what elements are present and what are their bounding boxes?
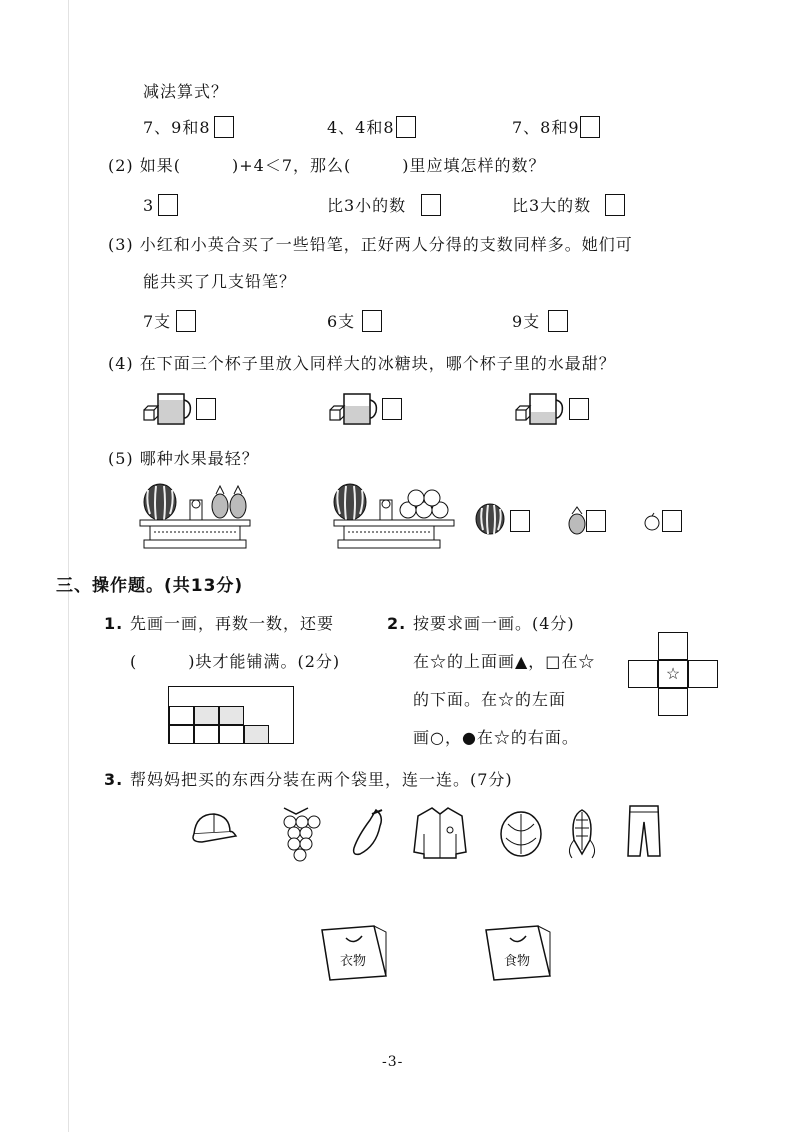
op1-number: 1.	[104, 614, 124, 633]
cross-grid	[628, 632, 718, 716]
q3-line1: (3) 小红和小英合买了一些铅笔，正好两人分得的支数同样多。她们可	[108, 235, 633, 254]
bag-label-food: 食物	[504, 954, 531, 969]
q4-text: (4) 在下面三个杯子里放入同样大的冰糖块，哪个杯子里的水最甜？	[108, 354, 616, 373]
apple-icon	[642, 512, 662, 532]
corn-icon[interactable]	[564, 806, 600, 860]
cup-icon-1	[142, 390, 192, 428]
answer-box-q5-c[interactable]	[662, 510, 682, 532]
op2-line4: 画○，●在☆的右面。	[413, 728, 579, 747]
answer-box-q1-c[interactable]	[580, 116, 600, 138]
answer-box-q2-b[interactable]	[421, 194, 441, 216]
answer-box-q4-b[interactable]	[382, 398, 402, 420]
cell-right[interactable]	[688, 660, 718, 688]
q2-text: (2) 如果( )+4＜7，那么( )里应填怎样的数？	[108, 156, 546, 175]
pineapple-icon	[212, 494, 228, 518]
answer-box-q5-b[interactable]	[586, 510, 606, 532]
q5-text: (5) 哪种水果最轻？	[108, 449, 259, 468]
cell-star: ☆	[658, 660, 688, 688]
q2-option-a: 3	[143, 196, 155, 215]
op3-text: 帮妈妈把买的东西分装在两个袋里，连一连。(7分)	[130, 770, 513, 789]
q3-option-b: 6支	[327, 312, 356, 331]
answer-box-q1-b[interactable]	[396, 116, 416, 138]
watermelon-icon	[334, 484, 366, 520]
answer-box-q5-a[interactable]	[510, 510, 530, 532]
q1-option-c: 7、8和9	[512, 118, 580, 137]
cabbage-icon[interactable]	[498, 808, 544, 858]
answer-box-q3-b[interactable]	[362, 310, 382, 332]
op3-number: 3.	[104, 770, 124, 789]
water-level	[531, 412, 555, 423]
jacket-icon[interactable]	[412, 804, 468, 862]
cell-bottom[interactable]	[658, 688, 688, 716]
pineapple-icon	[566, 506, 588, 536]
cell-left[interactable]	[628, 660, 658, 688]
apple-icon	[408, 490, 424, 506]
eggplant-icon[interactable]	[350, 806, 390, 860]
answer-box-q4-a[interactable]	[196, 398, 216, 420]
bag-label-clothes: 衣物	[340, 954, 367, 969]
apple-icon	[424, 490, 440, 506]
section3-title: 三、操作题。(共13分)	[56, 576, 244, 596]
food-bag[interactable]	[482, 922, 554, 984]
scale-icon-1	[130, 482, 260, 552]
tile-grid	[168, 686, 294, 744]
answer-box-q4-c[interactable]	[569, 398, 589, 420]
clothes-bag[interactable]	[318, 922, 390, 984]
scale-icon-2	[330, 482, 460, 552]
op1-line2: ( )块才能铺满。(2分)	[130, 652, 341, 671]
answer-box-q3-c[interactable]	[548, 310, 568, 332]
q1-tail-text: 减法算式？	[143, 82, 229, 101]
op2-number: 2.	[387, 614, 407, 633]
page-number: -3-	[382, 1054, 404, 1070]
cube-icon	[144, 410, 154, 420]
pineapple-icon	[230, 494, 246, 518]
grapes-icon[interactable]	[278, 804, 322, 862]
answer-box-q2-a[interactable]	[158, 194, 178, 216]
water-level	[159, 400, 183, 423]
op2-line2: 在☆的上面画▲，□在☆	[413, 652, 596, 671]
q3-option-a: 7支	[143, 312, 172, 331]
cell-top[interactable]	[658, 632, 688, 660]
op1-line1: 先画一画，再数一数，还要	[130, 614, 335, 633]
answer-box-q3-a[interactable]	[176, 310, 196, 332]
cup-icon-2	[328, 390, 378, 428]
water-level	[345, 406, 369, 423]
op2-line1: 按要求画一画。(4分)	[413, 614, 575, 633]
watermelon-icon	[474, 502, 508, 536]
q3-option-c: 9支	[512, 312, 541, 331]
pants-icon[interactable]	[624, 802, 664, 860]
watermelon-icon	[144, 484, 176, 520]
cube-icon	[330, 410, 340, 420]
answer-box-q2-c[interactable]	[605, 194, 625, 216]
cup-icon-3	[514, 390, 564, 428]
q2-option-b: 比3小的数	[327, 196, 407, 215]
answer-box-q1-a[interactable]	[214, 116, 234, 138]
q1-option-a: 7、9和8	[143, 118, 211, 137]
q2-option-c: 比3大的数	[512, 196, 592, 215]
cap-icon[interactable]	[188, 808, 240, 848]
q1-option-b: 4、4和8	[327, 118, 395, 137]
q3-line2: 能共买了几支铅笔？	[143, 272, 297, 291]
page-edge	[68, 0, 69, 1132]
cube-icon	[516, 410, 526, 420]
op2-line3: 的下面。在☆的左面	[413, 690, 567, 709]
